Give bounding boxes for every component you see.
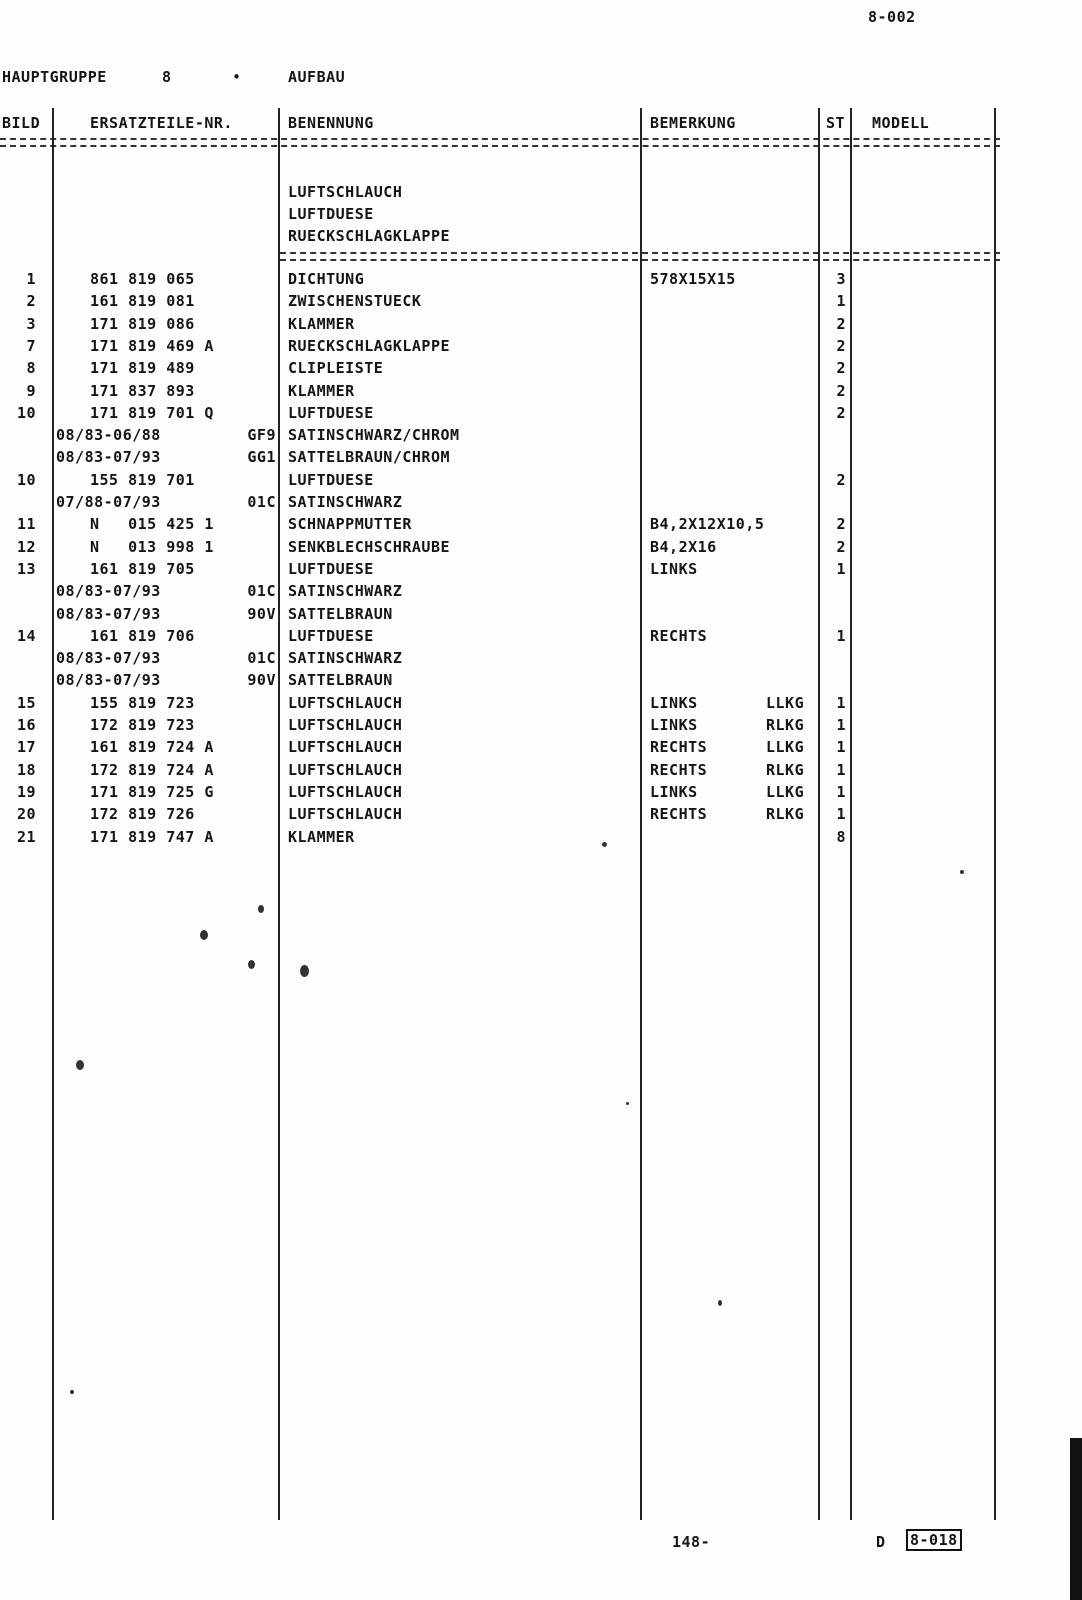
col-header-model: MODELL bbox=[872, 114, 930, 132]
row-name: LUFTSCHLAUCH bbox=[288, 761, 403, 779]
row-bild: 16 bbox=[16, 716, 36, 734]
column-divider bbox=[850, 108, 852, 1520]
row-part-number: 161 819 724 A bbox=[90, 738, 214, 756]
row-bild: 20 bbox=[16, 805, 36, 823]
row-name: LUFTDUESE bbox=[288, 560, 374, 578]
row-name: SATINSCHWARZ bbox=[288, 582, 403, 600]
row-part-number: N 015 425 1 bbox=[90, 515, 214, 533]
row-part-number: 172 819 726 bbox=[90, 805, 195, 823]
row-qty: 2 bbox=[836, 515, 846, 533]
row-name: LUFTDUESE bbox=[288, 627, 374, 645]
row-remark: RECHTS bbox=[650, 761, 708, 779]
row-bild: 10 bbox=[16, 471, 36, 489]
scan-speck bbox=[258, 905, 264, 913]
row-color-code: 90V bbox=[247, 671, 276, 689]
row-qty: 8 bbox=[836, 828, 846, 846]
row-bild: 18 bbox=[16, 761, 36, 779]
row-part-number: N 013 998 1 bbox=[90, 538, 214, 556]
row-qty: 3 bbox=[836, 270, 846, 288]
row-remark-code: RLKG bbox=[766, 761, 805, 779]
row-part-number: 171 837 893 bbox=[90, 382, 195, 400]
col-header-bild: BILD bbox=[2, 114, 41, 132]
row-qty: 2 bbox=[836, 538, 846, 556]
column-divider bbox=[818, 108, 820, 1520]
scan-speck bbox=[960, 870, 964, 874]
row-qty: 1 bbox=[836, 627, 846, 645]
row-part-number: 171 819 701 Q bbox=[90, 404, 214, 422]
column-divider bbox=[994, 108, 996, 1520]
row-remark: RECHTS bbox=[650, 627, 708, 645]
row-color-code: 90V bbox=[247, 605, 276, 623]
row-qty: 2 bbox=[836, 315, 846, 333]
section-title: LUFTSCHLAUCH bbox=[288, 183, 403, 201]
scan-speck bbox=[70, 1390, 74, 1394]
row-bild: 7 bbox=[26, 337, 36, 355]
corner-code: 8-002 bbox=[868, 8, 916, 26]
scan-speck bbox=[626, 1102, 629, 1105]
row-name: ZWISCHENSTUECK bbox=[288, 292, 422, 310]
row-remark-code: LLKG bbox=[766, 783, 805, 801]
language-code: D bbox=[876, 1533, 886, 1551]
row-remark: B4,2X16 bbox=[650, 538, 717, 556]
row-name: LUFTDUESE bbox=[288, 471, 374, 489]
row-bild: 11 bbox=[16, 515, 36, 533]
column-divider bbox=[278, 108, 280, 1520]
section-title: LUFTDUESE bbox=[288, 205, 374, 223]
col-header-part-no: ERSATZTEILE-NR. bbox=[90, 114, 233, 132]
row-qty: 1 bbox=[836, 805, 846, 823]
row-bild: 8 bbox=[26, 359, 36, 377]
group-number: 8 bbox=[162, 68, 172, 86]
row-name: SCHNAPPMUTTER bbox=[288, 515, 412, 533]
row-name: LUFTSCHLAUCH bbox=[288, 694, 403, 712]
row-qty: 1 bbox=[836, 783, 846, 801]
row-qty: 2 bbox=[836, 337, 846, 355]
row-remark: RECHTS bbox=[650, 738, 708, 756]
page-number: 148- bbox=[672, 1533, 711, 1551]
scan-speck bbox=[718, 1300, 722, 1306]
row-remark-code: RLKG bbox=[766, 805, 805, 823]
row-date-range: 08/83-07/93 bbox=[56, 448, 161, 466]
row-qty: 2 bbox=[836, 471, 846, 489]
row-part-number: 155 819 723 bbox=[90, 694, 195, 712]
row-date-range: 08/83-07/93 bbox=[56, 605, 161, 623]
page-reference-box: 8-018 bbox=[906, 1529, 962, 1551]
row-name: LUFTSCHLAUCH bbox=[288, 805, 403, 823]
row-bild: 3 bbox=[26, 315, 36, 333]
row-name: RUECKSCHLAGKLAPPE bbox=[288, 337, 451, 355]
row-qty: 1 bbox=[836, 761, 846, 779]
scan-speck bbox=[248, 960, 255, 969]
row-name: CLIPLEISTE bbox=[288, 359, 384, 377]
row-name: KLAMMER bbox=[288, 315, 355, 333]
row-qty: 2 bbox=[836, 382, 846, 400]
row-remark: LINKS bbox=[650, 694, 698, 712]
row-date-range: 08/83-07/93 bbox=[56, 582, 161, 600]
scan-edge-bar bbox=[1070, 1438, 1082, 1600]
row-date-range: 07/88-07/93 bbox=[56, 493, 161, 511]
row-part-number: 161 819 706 bbox=[90, 627, 195, 645]
row-bild: 21 bbox=[16, 828, 36, 846]
row-qty: 1 bbox=[836, 292, 846, 310]
row-color-code: GG1 bbox=[247, 448, 276, 466]
col-header-remark: BEMERKUNG bbox=[650, 114, 736, 132]
row-name: KLAMMER bbox=[288, 828, 355, 846]
row-qty: 1 bbox=[836, 738, 846, 756]
row-part-number: 161 819 705 bbox=[90, 560, 195, 578]
row-part-number: 171 819 747 A bbox=[90, 828, 214, 846]
row-name: SATTELBRAUN bbox=[288, 605, 393, 623]
row-remark: LINKS bbox=[650, 783, 698, 801]
row-name: KLAMMER bbox=[288, 382, 355, 400]
row-remark-code: RLKG bbox=[766, 716, 805, 734]
row-color-code: 01C bbox=[247, 493, 276, 511]
row-name: SATINSCHWARZ bbox=[288, 493, 403, 511]
row-bild: 10 bbox=[16, 404, 36, 422]
row-part-number: 861 819 065 bbox=[90, 270, 195, 288]
row-part-number: 171 819 489 bbox=[90, 359, 195, 377]
row-bild: 15 bbox=[16, 694, 36, 712]
scan-speck bbox=[200, 930, 208, 940]
row-name: LUFTSCHLAUCH bbox=[288, 738, 403, 756]
row-qty: 1 bbox=[836, 716, 846, 734]
column-divider bbox=[52, 108, 54, 1520]
row-part-number: 171 819 469 A bbox=[90, 337, 214, 355]
row-name: LUFTSCHLAUCH bbox=[288, 716, 403, 734]
page-reference bbox=[906, 1531, 962, 1549]
row-part-number: 155 819 701 bbox=[90, 471, 195, 489]
row-bild: 12 bbox=[16, 538, 36, 556]
row-part-number: 161 819 081 bbox=[90, 292, 195, 310]
row-color-code: 01C bbox=[247, 649, 276, 667]
row-part-number: 172 819 723 bbox=[90, 716, 195, 734]
scan-speck bbox=[300, 965, 309, 977]
separator-dot: • bbox=[232, 68, 242, 86]
col-header-name: BENENNUNG bbox=[288, 114, 374, 132]
row-bild: 9 bbox=[26, 382, 36, 400]
row-remark: 578X15X15 bbox=[650, 270, 736, 288]
scan-speck bbox=[602, 842, 607, 847]
row-qty: 2 bbox=[836, 359, 846, 377]
row-name: LUFTDUESE bbox=[288, 404, 374, 422]
row-remark: B4,2X12X10,5 bbox=[650, 515, 765, 533]
row-name: LUFTSCHLAUCH bbox=[288, 783, 403, 801]
row-name: SATTELBRAUN/CHROM bbox=[288, 448, 451, 466]
section-title: RUECKSCHLAGKLAPPE bbox=[288, 227, 451, 245]
col-header-qty: ST bbox=[826, 114, 846, 132]
row-qty: 1 bbox=[836, 694, 846, 712]
row-name: SATINSCHWARZ/CHROM bbox=[288, 426, 460, 444]
row-part-number: 171 819 086 bbox=[90, 315, 195, 333]
row-part-number: 172 819 724 A bbox=[90, 761, 214, 779]
row-color-code: 01C bbox=[247, 582, 276, 600]
row-remark: LINKS bbox=[650, 716, 698, 734]
row-remark-code: LLKG bbox=[766, 738, 805, 756]
row-color-code: GF9 bbox=[247, 426, 276, 444]
row-bild: 2 bbox=[26, 292, 36, 310]
group-name: AUFBAU bbox=[288, 68, 346, 86]
row-remark: RECHTS bbox=[650, 805, 708, 823]
row-bild: 14 bbox=[16, 627, 36, 645]
row-date-range: 08/83-06/88 bbox=[56, 426, 161, 444]
row-qty: 2 bbox=[836, 404, 846, 422]
row-remark: LINKS bbox=[650, 560, 698, 578]
scan-speck bbox=[76, 1060, 84, 1070]
row-part-number: 171 819 725 G bbox=[90, 783, 214, 801]
row-bild: 19 bbox=[16, 783, 36, 801]
row-name: DICHTUNG bbox=[288, 270, 365, 288]
row-name: SENKBLECHSCHRAUBE bbox=[288, 538, 451, 556]
row-bild: 17 bbox=[16, 738, 36, 756]
row-bild: 1 bbox=[26, 270, 36, 288]
row-date-range: 08/83-07/93 bbox=[56, 649, 161, 667]
row-remark-code: LLKG bbox=[766, 694, 805, 712]
row-name: SATINSCHWARZ bbox=[288, 649, 403, 667]
row-qty: 1 bbox=[836, 560, 846, 578]
row-bild: 13 bbox=[16, 560, 36, 578]
column-divider bbox=[640, 108, 642, 1520]
row-date-range: 08/83-07/93 bbox=[56, 671, 161, 689]
row-name: SATTELBRAUN bbox=[288, 671, 393, 689]
group-label: HAUPTGRUPPE bbox=[2, 68, 107, 86]
